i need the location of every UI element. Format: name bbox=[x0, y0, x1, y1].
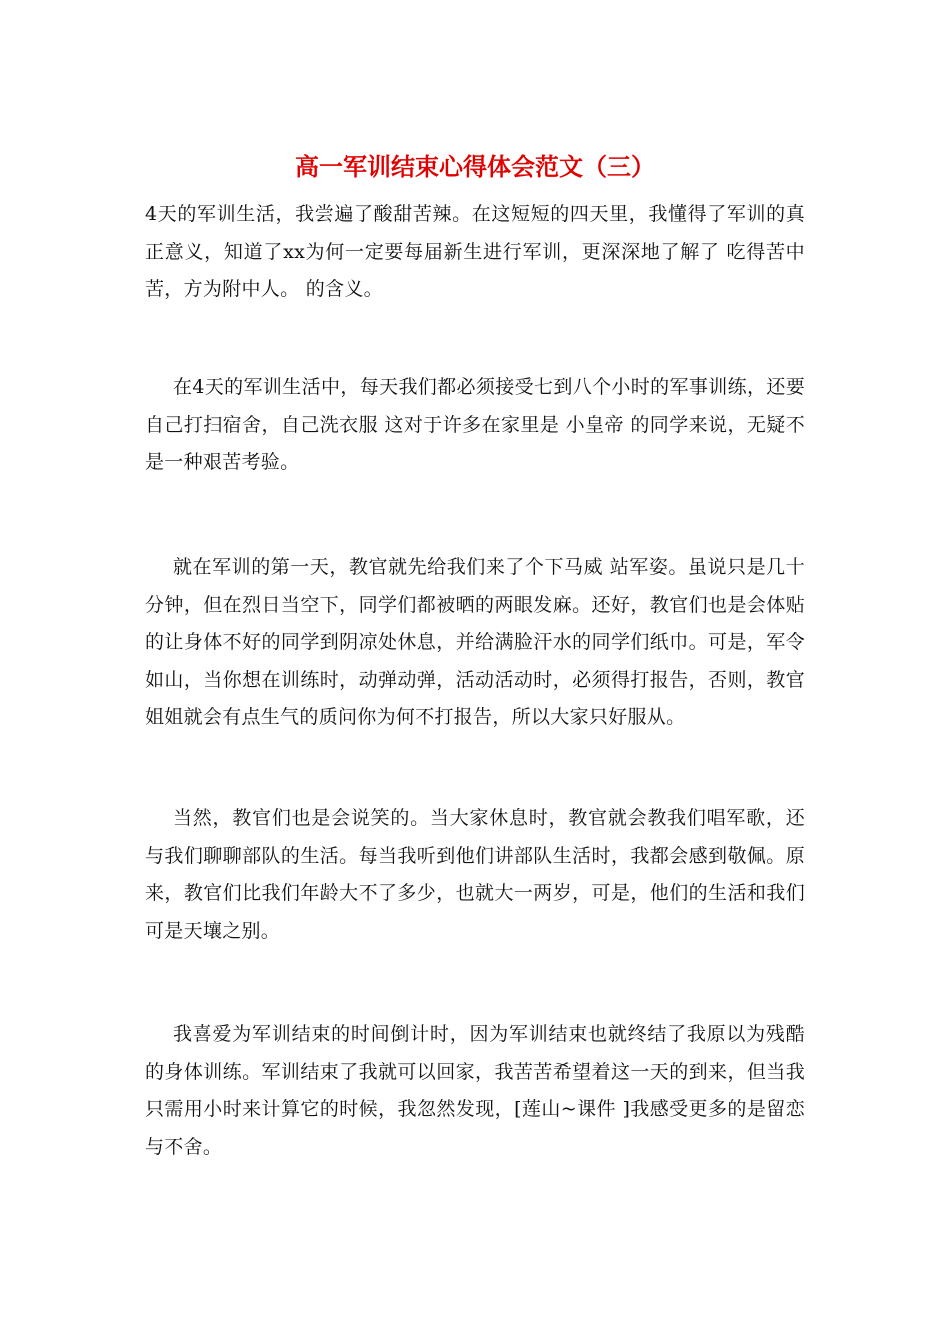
document-title: 高一军训结束心得体会范文（三） bbox=[295, 152, 655, 181]
paragraph-2: 在4天的军训生活中，每天我们都必须接受七到八个小时的军事训练，还要自己打扫宿舍，自己洗衣服 这对于许多在家里是 小皇帝 的同学来说，无疑不是一种艰苦考验。 bbox=[145, 376, 805, 473]
paragraph-3: 就在军训的第一天，教官就先给我们来了个下马威 站军姿。虽说只是几十分钟，但在烈日当空下，同学们都被晒的两眼发麻。还好，教官们也是会体贴的让身体不好的同学到阴凉处休息，并给满脸汗水的同学们纸巾。可是，军令如山，当你想在训练时，动弹动弹，活动活动时，必须得打报告，否则，教官姐姐就会有点生气的质问你为何不打报告，所以大家只好服从。 bbox=[145, 556, 805, 728]
paragraph-1: 4天的军训生活，我尝遍了酸甜苦辣。在这短短的四天里，我懂得了军训的真正意义，知道了xx为何一定要每届新生进行军训，更深深地了解了 吃得苦中苦，方为附中人。 的含义。 bbox=[145, 203, 805, 300]
paragraph-5: 我喜爱为军训结束的时间倒计时，因为军训结束也就终结了我原以为残酷的身体训练。军训结束了我就可以回家，我苦苦希望着这一天的到来，但当我只需用小时来计算它的时候，我忽然发现，[莲山~课件 ]我感受更多的是留恋与不舍。 bbox=[145, 1023, 805, 1158]
paragraph-4: 当然，教官们也是会说笑的。当大家休息时，教官就会教我们唱军歌，还与我们聊聊部队的生活。每当我听到他们讲部队生活时，我都会感到敬佩。原来，教官们比我们年龄大不了多少，也就大一两岁，可是，他们的生活和我们可是天壤之别。 bbox=[145, 807, 805, 942]
